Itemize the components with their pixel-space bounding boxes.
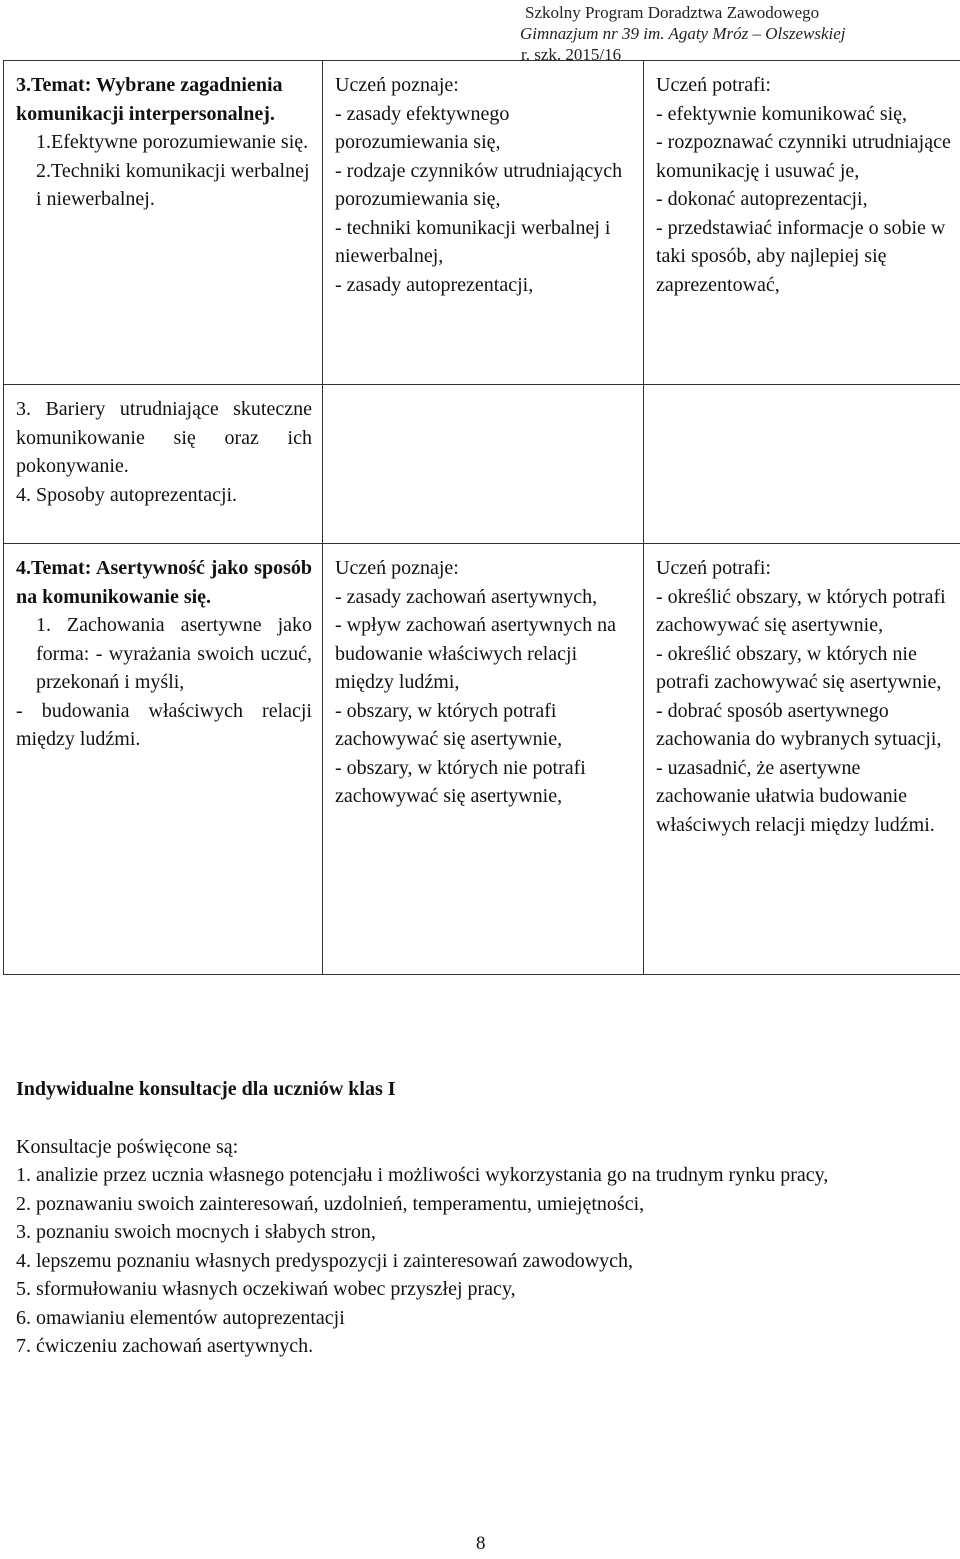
- list-item: - zasady autoprezentacji,: [335, 273, 534, 296]
- topic-item: 1.Efektywne porozumiewanie się.: [36, 131, 309, 153]
- list-item: - wpływ zachowań asertywnych na budowanie właściwych relacji między ludźmi,: [335, 614, 617, 693]
- topic-cell: [4, 544, 323, 975]
- list-item: - zasady efektywnego porozumiewania się,: [335, 102, 510, 153]
- list-item: 2. poznawaniu swoich zainteresowań, uzdolnień, temperamentu, umiejętności,: [16, 1192, 645, 1215]
- list-item: - obszary, w których potrafi zachowywać się asertywnie,: [335, 699, 563, 750]
- topic-item: 1. Zachowania asertywne jako forma: - wyrażania swoich uczuć, przekonań i myśli,: [36, 614, 312, 693]
- list-item: - zasady zachowań asertywnych,: [335, 585, 598, 608]
- table-row: [4, 61, 960, 385]
- topic-item: 4. Sposoby autoprezentacji.: [16, 483, 238, 506]
- list-item: - dokonać autoprezentacji,: [656, 188, 868, 210]
- list-item: 6. omawianiu elementów autoprezentacji: [16, 1306, 345, 1329]
- list-item: 5. sformułowaniu własnych oczekiwań wobec przyszłej pracy,: [16, 1278, 516, 1300]
- topic-title: 4.Temat: Asertywność jako sposób na komunikowanie się.: [16, 557, 312, 608]
- list-item: - efektywnie komunikować się,: [656, 102, 908, 125]
- knows-heading: Uczeń poznaje:: [335, 557, 459, 579]
- list-item: - uzasadnić, że asertywne zachowanie ułatwia budowanie właściwych relacji między ludźmi.: [656, 756, 935, 836]
- topic-item: 3. Bariery utrudniające skuteczne komunikowanie się oraz ich pokonywanie.: [16, 398, 312, 477]
- header-school-year: r. szk. 2015/16: [521, 45, 622, 64]
- table-row: [4, 385, 960, 544]
- document-header: [520, 2, 958, 65]
- page-number: 8: [476, 1533, 486, 1554]
- section-title: Indywidualne konsultacje dla uczniów klas I: [16, 1078, 396, 1100]
- list-item: - określić obszary, w których nie potrafi zachowywać się asertywnie,: [656, 642, 942, 693]
- section-intro: Konsultacje poświęcone są:: [16, 1135, 239, 1158]
- header-school-name: Gimnazjum nr 39 im. Agaty Mróz – Olszewskiej: [520, 24, 846, 43]
- list-item: - dobrać sposób asertywnego zachowania do wybranych sytuacji,: [656, 699, 942, 750]
- list-item: 7. ćwiczeniu zachowań asertywnych.: [16, 1335, 314, 1357]
- list-item: 1. analizie przez ucznia własnego potencjału i możliwości wykorzystania go na trudnym rynku pracy,: [16, 1164, 829, 1186]
- can-cell: [644, 544, 960, 975]
- topic-cell: [4, 385, 323, 544]
- list-item: - obszary, w których nie potrafi zachowywać się asertywnie,: [335, 756, 586, 807]
- table-row: [4, 544, 960, 975]
- can-heading: Uczeń potrafi:: [656, 74, 771, 96]
- topic-title: 3.Temat: Wybrane zagadnienia komunikacji interpersonalnej.: [16, 74, 283, 125]
- topic-item: 2.Techniki komunikacji werbalnej i niewerbalnej.: [36, 159, 310, 210]
- knows-heading: Uczeń poznaje:: [335, 74, 459, 96]
- can-cell: [644, 61, 960, 385]
- topic-item: - budowania właściwych relacji między ludźmi.: [16, 699, 312, 750]
- list-item: 4. lepszemu poznaniu własnych predyspozycji i zainteresowań zawodowych,: [16, 1249, 634, 1272]
- list-item: - określić obszary, w których potrafi zachowywać się asertywnie,: [656, 585, 946, 636]
- list-item: - rodzaje czynników utrudniających porozumiewania się,: [335, 159, 623, 210]
- knows-cell: [323, 544, 644, 975]
- consultations-section: [16, 1075, 946, 1361]
- empty-cell: [644, 385, 960, 544]
- topic-cell: [4, 61, 323, 385]
- knows-cell: [323, 61, 644, 385]
- empty-cell: [323, 385, 644, 544]
- curriculum-table: [3, 60, 960, 975]
- header-program-name: Szkolny Program Doradztwa Zawodowego: [525, 3, 820, 22]
- can-heading: Uczeń potrafi:: [656, 557, 771, 579]
- list-item: - rozpoznawać czynniki utrudniające komunikację i usuwać je,: [656, 131, 951, 182]
- consultations-list: [16, 1161, 946, 1361]
- list-item: - techniki komunikacji werbalnej i niewerbalnej,: [335, 216, 611, 267]
- list-item: - przedstawiać informacje o sobie w taki sposób, aby najlepiej się zaprezentować,: [656, 216, 946, 296]
- list-item: 3. poznaniu swoich mocnych i słabych stron,: [16, 1221, 376, 1243]
